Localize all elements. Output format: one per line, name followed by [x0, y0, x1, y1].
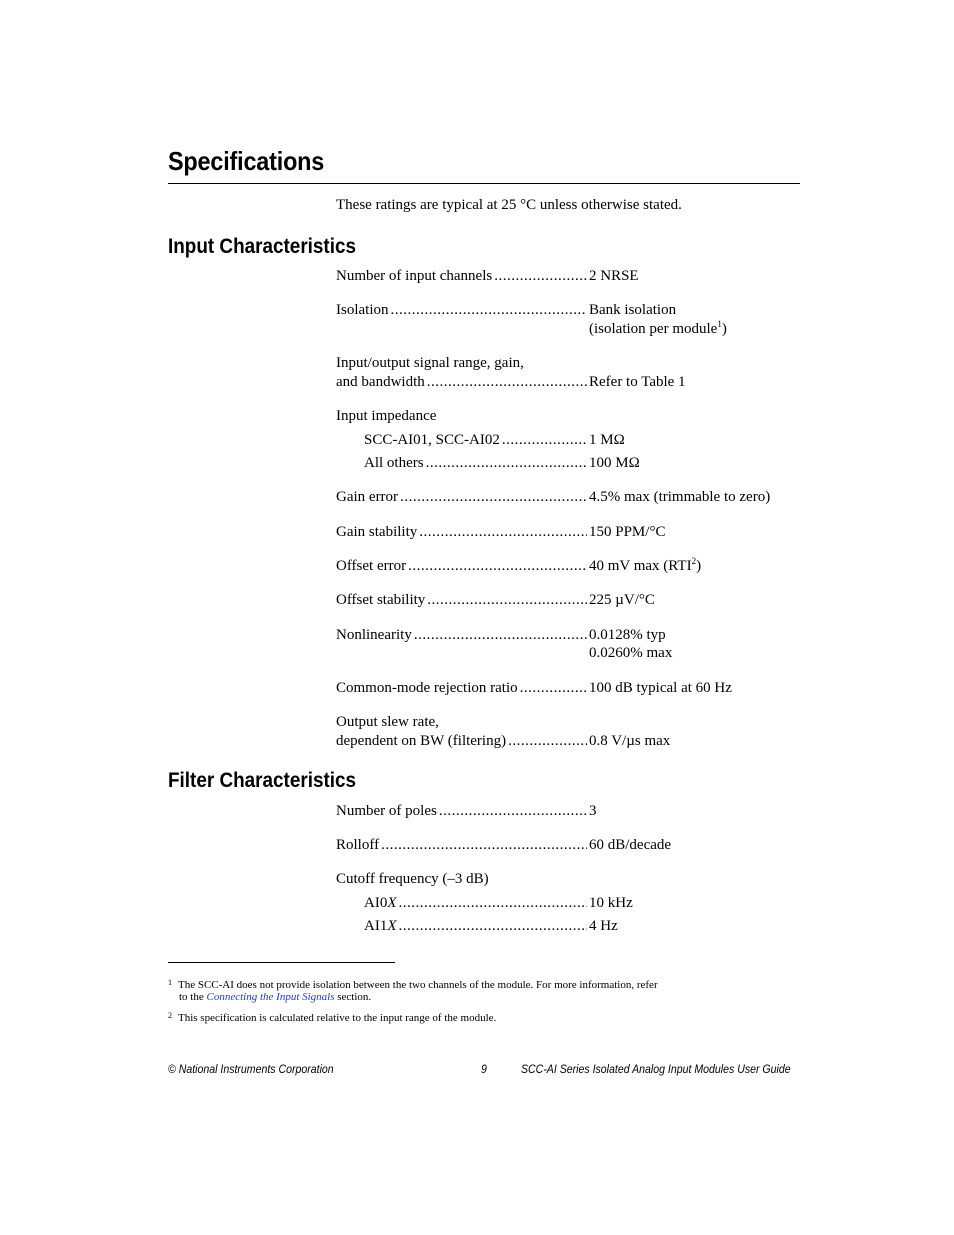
spec-label: Gain error [336, 489, 399, 505]
spec-label: Offset error [336, 558, 407, 574]
spec-value: 225 µV/°C [589, 592, 655, 608]
spec-label: Offset stability [336, 592, 426, 608]
spec-label: Isolation [336, 302, 389, 318]
spec-label: Common-mode rejection ratio [336, 680, 518, 696]
spec-cutoff-item [336, 894, 806, 913]
spec-value: 4.5% max (trimmable to zero) [589, 489, 771, 505]
spec-value: Refer to Table 1 [589, 374, 686, 390]
spec-label: and bandwidth [336, 374, 425, 390]
spec-label: AI0X [364, 895, 397, 911]
footnote-ref-2: 2 [691, 556, 697, 566]
spec-label: Gain stability [336, 524, 418, 540]
footnote-1-line2: to the Connecting the Input Signals section. [179, 991, 372, 1003]
spec-nonlinearity-max: 0.0260% max [589, 645, 673, 661]
spec-signal-range [336, 373, 806, 392]
spec-label: All others [364, 455, 424, 471]
spec-label: Rolloff [336, 837, 380, 853]
footnote-ref-1: 1 [717, 319, 722, 329]
spec-value: 100 dB typical at 60 Hz [589, 680, 732, 696]
spec-value: 100 MΩ [589, 455, 640, 471]
filter-characteristics-heading: Filter Characteristics [168, 769, 357, 792]
spec-cutoff-item [336, 917, 806, 936]
connecting-input-signals-link[interactable]: Connecting the Input Signals [206, 991, 335, 1003]
spec-impedance-item [336, 431, 806, 450]
intro-text: These ratings are typical at 25 °C unless otherwise stated. [336, 197, 682, 213]
spec-label: dependent on BW (filtering) [336, 733, 507, 749]
spec-cmrr [336, 679, 806, 698]
spec-value: 4 Hz [589, 918, 618, 934]
spec-value: 60 dB/decade [589, 837, 672, 853]
footer-left: © National Instruments Corporation [168, 1062, 334, 1076]
footnote-1: $^1$ The SCC-AI does not provide isolation between the two channels of the module. For more information, refer [168, 978, 658, 991]
spec-number-of-input-channels [336, 267, 806, 286]
page-title: Specifications [168, 146, 325, 176]
spec-gain-error [336, 488, 806, 507]
footer-page-number: 9 [481, 1062, 487, 1076]
spec-offset-error [336, 557, 806, 576]
spec-impedance-item [336, 454, 806, 473]
spec-offset-stability [336, 591, 806, 610]
footnote-rule [168, 962, 395, 963]
spec-value: 150 PPM/°C [589, 524, 666, 540]
spec-label: Number of input channels [336, 268, 493, 284]
spec-rolloff [336, 836, 806, 855]
spec-label: AI1X [364, 918, 397, 934]
spec-value: 1 MΩ [589, 432, 625, 448]
spec-value: 0.8 V/µs max [589, 733, 671, 749]
input-characteristics-heading: Input Characteristics [168, 235, 357, 258]
spec-value: 10 kHz [589, 895, 633, 911]
spec-label: Nonlinearity [336, 627, 412, 643]
spec-nonlinearity [336, 626, 806, 645]
spec-cutoff-heading: Cutoff frequency (–3 dB) [336, 871, 489, 887]
footer-right: SCC-AI Series Isolated Analog Input Modules User Guide [521, 1062, 791, 1076]
spec-value: 2 NRSE [589, 268, 639, 284]
spec-label: Number of poles [336, 803, 437, 819]
footnote-2: $^2$ This specification is calculated relative to the input range of the module. [168, 1011, 497, 1024]
spec-input-impedance-heading: Input impedance [336, 408, 437, 424]
spec-signal-range-line1: Input/output signal range, gain, [336, 355, 524, 371]
spec-slew-rate [336, 732, 806, 751]
spec-label: SCC-AI01, SCC-AI02 [364, 432, 500, 448]
spec-value: 3 [589, 803, 597, 819]
spec-value: 40 mV max (RTI$^2$) [589, 556, 702, 574]
spec-slew-rate-line1: Output slew rate, [336, 714, 439, 730]
spec-gain-stability [336, 523, 806, 542]
spec-number-of-poles [336, 802, 806, 821]
title-rule [168, 183, 800, 184]
spec-value: 0.0128% typ [589, 627, 666, 643]
spec-isolation [336, 301, 806, 320]
spec-isolation-note: (isolation per module$^1$) [589, 319, 727, 337]
spec-value: Bank isolation [589, 302, 677, 318]
